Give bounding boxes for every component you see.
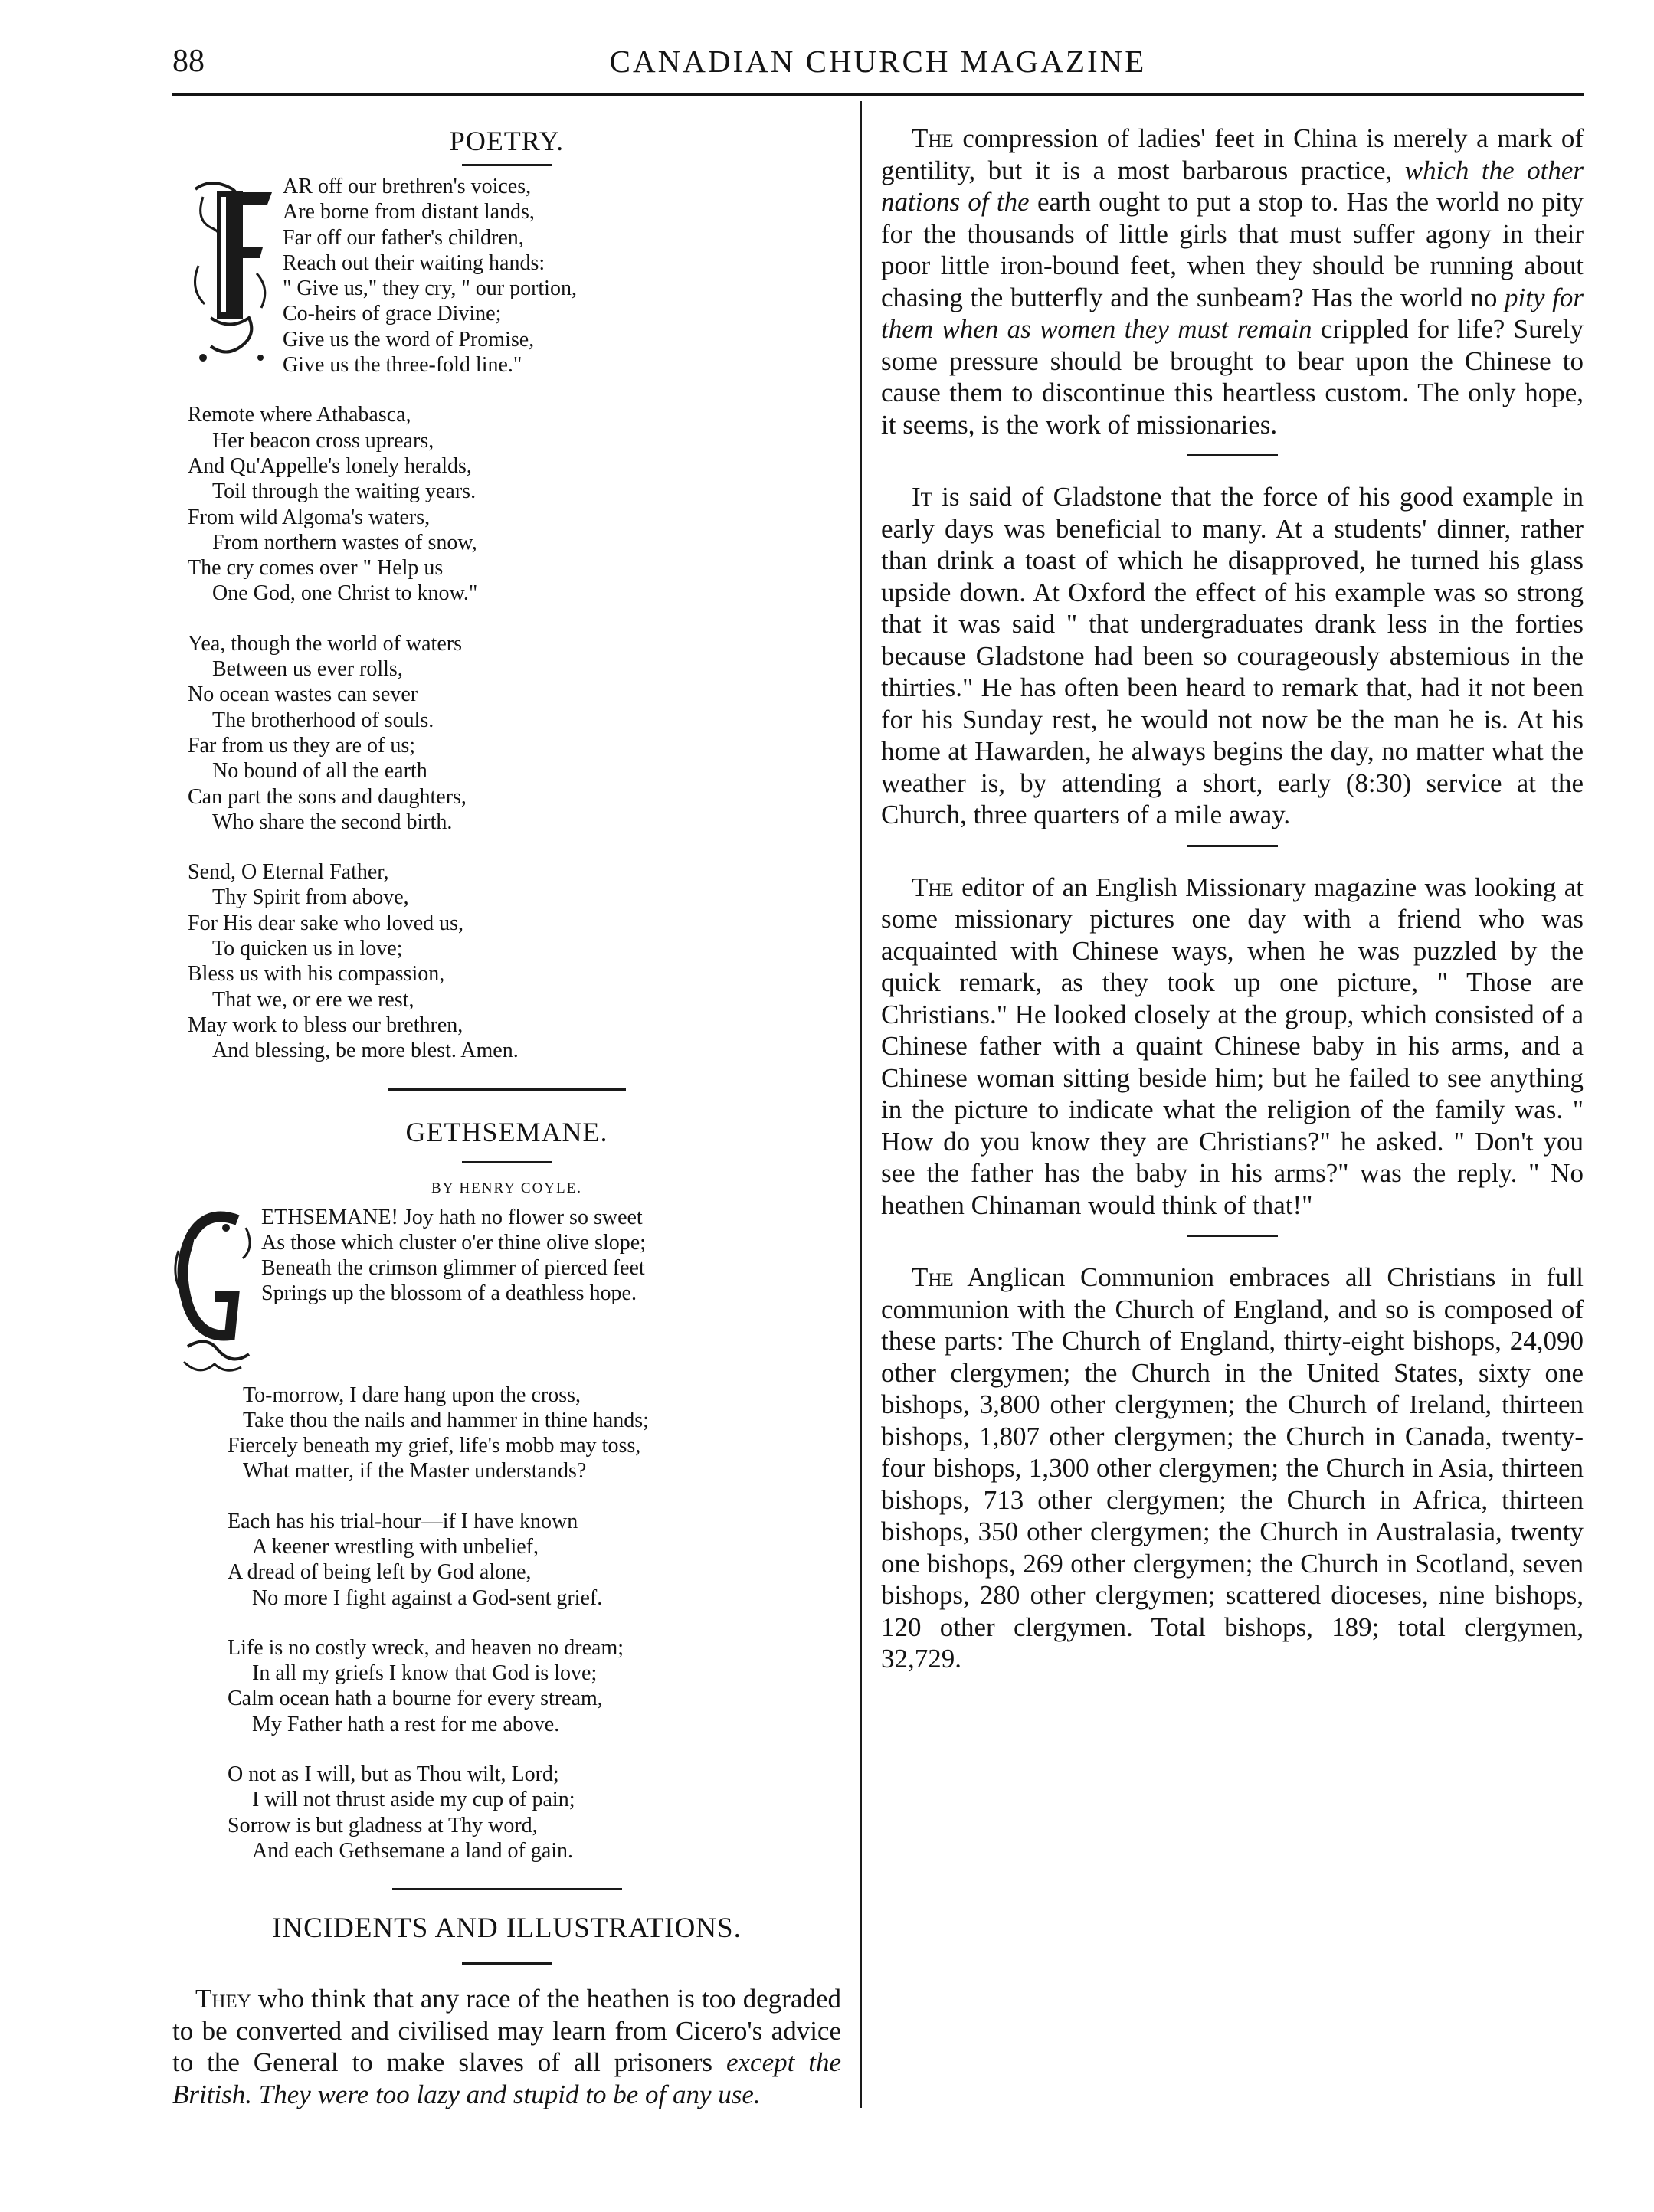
poem-line: I will not thrust aside my cup of pain; xyxy=(252,1788,575,1812)
gethsemane-title-rule xyxy=(462,1161,552,1163)
ornamental-dropcap-g xyxy=(172,1205,257,1382)
gethsemane-stanza-1 xyxy=(172,1205,841,1307)
paragraph-text: crippled for life? Surely some pressure should be brought to bear upon the Chinese to cause them to discontinue this heartless custom. The only hope, it seems, is the work of missionaries. xyxy=(881,314,1584,440)
poem-line: My Father hath a rest for me above. xyxy=(252,1712,560,1736)
poem-line: From northern wastes of snow, xyxy=(212,530,477,555)
paragraph-italic: pity for them when as women they must remain xyxy=(881,282,1584,344)
incidents-title-rule xyxy=(462,1962,552,1965)
gethsemane-byline: BY HENRY COYLE. xyxy=(431,1180,582,1196)
poem-line: Yea, though the world of waters xyxy=(188,631,462,656)
header-rule xyxy=(172,93,1584,96)
poem-line: Beneath the crimson glimmer of pierced feet xyxy=(261,1256,645,1281)
paragraph-text: who think that any race of the heathen is too degraded to be converted and civilised may learn from Cicero's advice to the General to make slaves of all prisoners xyxy=(172,1984,841,2078)
poem-line: AR off our brethren's voices, xyxy=(283,175,532,198)
poem-line: The cry comes over " Help us xyxy=(188,556,444,581)
poem-line: No ocean wastes can sever xyxy=(188,682,418,707)
poem-line: Each has his trial-hour—if I have known xyxy=(228,1509,578,1533)
page-number: 88 xyxy=(172,44,205,79)
poem-line: Far off our father's children, xyxy=(283,225,524,250)
left-column xyxy=(172,123,841,2110)
paragraph-text: is said of Gladstone that the force of his good example in early days was beneficial to many. At a students' dinner, rather than drink a toast of which he disapproved, he turned his glass upside down. At Oxford the effect of his example was so strong that it was said " that undergraduates drank less in the forties because Gladstone had been so courageously abstemious in the thirties." He has often been heard to remark that, had it not been for his Sunday rest, he would not now be the man he is. At his home at Hawarden, he always begins the day, no matter what the weather is, by attending a short, early (8:30) service at the Church, three quarters of a mile away. xyxy=(881,482,1584,830)
poem-line: Remote where Athabasca, xyxy=(188,403,411,427)
lead-word: It xyxy=(912,482,932,512)
poem-line: Send, O Eternal Father, xyxy=(188,860,389,885)
poem-line: One God, one Christ to know." xyxy=(212,581,478,606)
poem-line: To quicken us in love; xyxy=(212,937,403,961)
gethsemane-stanza-4 xyxy=(172,1635,841,1737)
poem-line: In all my griefs I know that God is love; xyxy=(252,1661,598,1686)
incidents-title: INCIDENTS AND ILLUSTRATIONS. xyxy=(272,1913,742,1945)
poetry-stanza-1 xyxy=(188,174,841,378)
poem-line: Life is no costly wreck, and heaven no dream; xyxy=(228,1635,624,1660)
paragraph-text: earth ought to put a stop to. Has the world no pity for the thousands of little girls that must suffer agony in their poor little iron-bound feet, when they should be running about chasing the butterfly and the sunbeam? Has the world no xyxy=(881,187,1584,312)
foot-binding-paragraph xyxy=(881,123,1584,440)
section-divider xyxy=(1187,454,1278,456)
gethsemane-stanza-2 xyxy=(172,1382,841,1484)
poetry-poem xyxy=(172,174,841,1064)
poem-line: As those which cluster o'er thine olive slope; xyxy=(261,1230,646,1255)
poem-line: Give us the three-fold line." xyxy=(283,353,522,378)
poem-line: Between us ever rolls, xyxy=(212,657,403,682)
poem-line-text: A dread of being left by God alone, xyxy=(228,1560,532,1585)
paragraph-text: compression of ladies' feet in China is merely a mark of gentility, but it is a most barbarous practice, xyxy=(881,123,1584,185)
poem-line: Bless us with his compassion, xyxy=(188,962,445,987)
poem-line: Can part the sons and daughters, xyxy=(188,784,467,809)
dropcap-f-icon xyxy=(188,174,278,365)
poem-line: Thy Spirit from above, xyxy=(212,885,409,910)
poem-line: Who share the second birth. xyxy=(212,810,453,834)
poem-line: A keener wrestling with unbelief, xyxy=(252,1534,539,1559)
paragraph-italic: which the other nations of the xyxy=(881,155,1584,217)
poem-line: May work to bless our brethren, xyxy=(188,1013,463,1037)
poem-line: For His dear sake who loved us, xyxy=(188,911,464,935)
gethsemane-title: GETHSEMANE. xyxy=(405,1116,608,1147)
lead-word: They xyxy=(195,1984,251,2014)
ornamental-dropcap-f xyxy=(188,174,278,365)
paragraph-text: editor of an English Missionary magazine was looking at some missionary pictures one day with a friend who was acquainted with Chinese ways, when he was puzzled by the quick remark, as they took up one picture, " Those are Christians." He looked closely at the group, which consisted of a Chinese father with a quaint Chinese baby in his arms, and a Chinese woman sitting beside him; but he failed to see anything in the picture to indicate what the religion of the family was. " How do you know they are Christians?" he asked. " Don't you see the father has the baby in his arms?" was the reply. " No heathen Chinaman would think of that!" xyxy=(881,872,1584,1220)
poem-line: No more I fight against a God-sent grief. xyxy=(252,1585,603,1610)
poem-line: Her beacon cross uprears, xyxy=(212,428,434,453)
poem-line: Sorrow is but gladness at Thy word, xyxy=(228,1813,538,1837)
poem-line: From wild Algoma's waters, xyxy=(188,505,431,529)
incidents-paragraph-1 xyxy=(172,1983,841,2110)
page-header xyxy=(172,43,1584,89)
poem-line: Give us the word of Promise, xyxy=(283,327,535,352)
poem-line: Co-heirs of grace Divine; xyxy=(283,302,502,326)
paragraph-italic: except the British. They were too lazy and stupid to be of any use. xyxy=(172,2047,842,2109)
poem-line xyxy=(228,1559,841,1585)
poem-line: Springs up the blossom of a deathless hope. xyxy=(261,1281,637,1306)
poetry-stanza-3 xyxy=(188,631,841,835)
paragraph-text: Anglican Communion embraces all Christians in full communion with the Church of England, and so is composed of these parts: The Church of England, thirty-eight bishops, 24,090 other clergymen; the Church in the United States, sixty one bishops, 3,800 other clergymen; the Church of Ireland, thirteen bishops, 1,807 other clergymen; the Church in Canada, twenty-four bishops, 1,300 other clergymen; the Church in Asia, thirteen bishops, 713 other clergymen; the Church in Africa, thirteen bishops, 350 other clergymen; the Church in Australasia, twenty one bishops, 269 other clergymen; the Church in Scotland, seven bishops, 280 other clergymen; scattered dioceses, nine bishops, 120 other clergymen. Total bishops, 189; total clergymen, 32,729. xyxy=(881,1262,1584,1674)
gladstone-paragraph xyxy=(881,481,1584,831)
poem-line: That we, or ere we rest, xyxy=(212,987,414,1012)
poem-line: Are borne from distant lands, xyxy=(283,200,535,224)
right-column xyxy=(881,123,1584,1675)
poem-line: O not as I will, but as Thou wilt, Lord; xyxy=(228,1762,559,1787)
poem-line: What matter, if the Master understands? xyxy=(243,1459,587,1484)
poem-line: To-morrow, I dare hang upon the cross, xyxy=(243,1382,581,1407)
poem-line: Far from us they are of us; xyxy=(188,733,416,758)
poem-line: Take thou the nails and hammer in thine hands; xyxy=(243,1408,649,1432)
gethsemane-stanza-5 xyxy=(172,1762,841,1864)
section-divider xyxy=(392,1888,622,1890)
poem-line: And each Gethsemane a land of gain. xyxy=(252,1838,574,1863)
poem-line: No bound of all the earth xyxy=(212,759,427,784)
poem-line: The brotherhood of souls. xyxy=(212,708,434,732)
poem-line: Reach out their waiting hands: xyxy=(283,250,545,275)
poetry-stanza-4 xyxy=(188,859,841,1063)
anglican-communion-paragraph xyxy=(881,1261,1584,1675)
poem-line: " Give us," they cry, " our portion, xyxy=(283,276,577,301)
poem-line: ETHSEMANE! Joy hath no flower so sweet xyxy=(261,1205,643,1229)
poetry-stanza-2 xyxy=(188,402,841,606)
magazine-title: CANADIAN CHURCH MAGAZINE xyxy=(609,44,1147,79)
gethsemane-poem xyxy=(172,1205,841,1864)
dropcap-g-icon xyxy=(172,1205,257,1382)
missionary-pictures-paragraph xyxy=(881,872,1584,1222)
gethsemane-stanza-3 xyxy=(172,1509,841,1611)
poetry-title-rule xyxy=(462,164,552,166)
section-divider xyxy=(388,1088,626,1091)
column-divider xyxy=(860,101,862,2108)
lead-word: The xyxy=(912,123,954,153)
poetry-title: POETRY. xyxy=(449,126,565,156)
poem-line: And Qu'Appelle's lonely heralds, xyxy=(188,453,472,478)
poem-line: Calm ocean hath a bourne for every stream, xyxy=(228,1687,603,1711)
section-divider xyxy=(1187,1235,1278,1237)
lead-word: The xyxy=(912,872,954,902)
poem-line: And blessing, be more blest. Amen. xyxy=(212,1039,519,1063)
lead-word: The xyxy=(912,1262,954,1292)
section-divider xyxy=(1187,845,1278,847)
poem-line: Toil through the waiting years. xyxy=(212,479,477,504)
poem-line: Fiercely beneath my grief, life's mobb may toss, xyxy=(228,1434,641,1458)
